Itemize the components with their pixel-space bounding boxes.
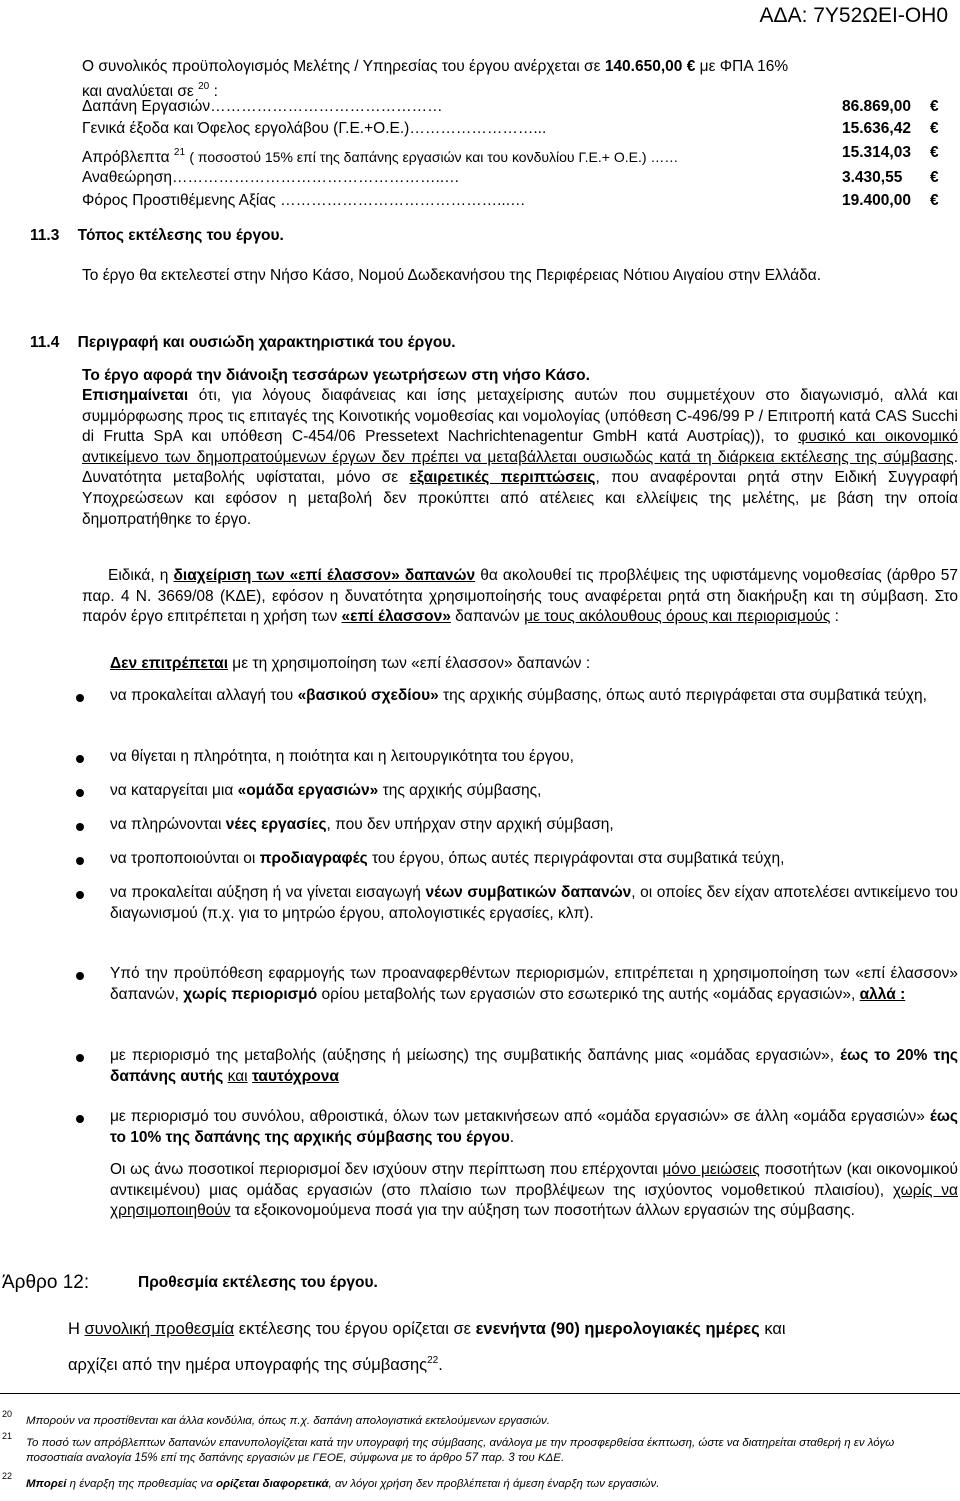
footnote-number: 20 (2, 1409, 13, 1419)
list-item: Υπό την προϋπόθεση εφαρμογής των προαναφερθέντων περιορισμών, επιτρέπεται η χρησιμοποίηση των «επί έλασσον» δαπανών, χωρίς περιορισμό ορίου μεταβολής των εργασιών στο εσωτερικό της αυτής «ομάδας εργασιών», αλλά : (110, 965, 958, 1003)
budget-row-overheads: Γενικά έξοδα και Όφελος εργολάβου (Γ.Ε.+Ο.Ε.)……………………... 15.636,42 € (82, 120, 939, 137)
footnote-separator (0, 1393, 960, 1394)
section-11-3-text: Το έργο θα εκτελεστεί στην Νήσο Κάσο, Νομού Δωδεκανήσου της Περιφέρειας Νότιου Αιγαίου στην Ελλάδα. (82, 267, 822, 284)
budget-total: 140.650,00 (604, 58, 683, 75)
bullet-icon (76, 891, 84, 899)
section-heading-11-3: 11.3 Τόπος εκτέλεσης του έργου. (30, 227, 284, 244)
budget-intro-line-2: και αναλύεται σε $^{20}$ : (82, 81, 218, 100)
budget-value: 3.430,55 (842, 169, 903, 186)
not-allowed-line: Δεν επιτρέπεται με τη χρησιμοποίηση των «επί έλασσον» δαπανών : (110, 655, 591, 672)
footnote-ref-22[interactable]: 22 (427, 1355, 439, 1366)
article-12-title: Προθεσμία εκτέλεσης του έργου. (138, 1274, 378, 1291)
footnote-ref-20[interactable]: 20 (198, 81, 210, 92)
article-12-deadline-line-2: αρχίζει από την ημέρα υπογραφής της σύμβασης$^{22}$. (68, 1355, 443, 1374)
ada-code: ΑΔΑ: 7Υ52ΩΕΙ-ΟΗ0 (759, 4, 948, 27)
bullet-icon (76, 694, 84, 702)
bullet-icon (76, 857, 84, 865)
budget-row-unforeseen: Απρόβλεπτα $^{21}$ ( ποσοστού 15% επί της δαπάνης εργασιών και του κονδυλίου Γ.Ε.+ Ο.Ε.) …… 15.314,03 € (82, 144, 939, 166)
article-12-label: Άρθρο 12: (2, 1272, 90, 1293)
list-item: με περιορισμό του συνόλου, αθροιστικά, όλων των μετακινήσεων από «ομάδα εργασιών» σε άλλη «ομάδα εργασιών» έως το 10% της δαπάνης της αρχικής σύμβασης του έργου. (110, 1108, 958, 1146)
budget-value: 19.400,00 (842, 192, 911, 209)
budget-value: 15.636,42 (842, 120, 911, 137)
list-item: να προκαλείται αύξηση ή να γίνεται εισαγωγή νέων συμβατικών δαπανών, οι οποίες δεν είχαν αποτελέσει αντικείμενο του διαγωνισμού (π.χ. για το μητρώο έργου, απολογιστικές εργασίες, κλπ). (110, 884, 958, 922)
euro-icon: € (930, 144, 939, 161)
footnote-number: 21 (2, 1431, 13, 1441)
budget-row-works: Δαπάνη Εργασιών……………………………………… 86.869,00 € (82, 98, 939, 115)
list-item: με περιορισμό της μεταβολής (αύξησης ή μείωσης) της συμβατικής δαπάνης μιας «ομάδας εργασιών», έως το 20% της δαπάνης αυτής και ταυτόχρονα (110, 1047, 958, 1085)
euro-icon: € (930, 192, 939, 209)
bullet-icon (76, 755, 84, 763)
footnote-22: Μπορεί η έναρξη της προθεσμίας να ορίζεται διαφορετικά, αν λόγοι χρήση δεν προβλέπεται ή άμεση έναρξη των εργασιών. (26, 1478, 660, 1490)
euro-icon: € (930, 169, 939, 186)
paragraph-less-costs: Ειδικά, η διαχείριση των «επί έλασσον» δαπανών θα ακολουθεί τις προβλέψεις της υφιστάμενης νομοθεσίας (άρθρο 57 παρ. 4 Ν. 3669/08 (ΚΔΕ), εφόσον η δυνατότητα χρησιμοποίησής τους αναφέρεται ρητά στη διακήρυξη και τη σύμβαση. Στο παρόν έργο επιτρέπεται η χρήση των «επί έλασσον» δαπανών με τους ακόλουθους όρους και περιορισμούς : (82, 567, 958, 626)
euro-icon: € (686, 58, 696, 75)
project-subject: Το έργο αφορά την διάνοιξη τεσσάρων γεωτρήσεων στη νήσο Κάσο. (82, 367, 590, 384)
bullet-icon (76, 789, 84, 797)
list-item: να πληρώνονται νέες εργασίες, που δεν υπήρχαν στην αρχική σύμβαση, (110, 816, 614, 833)
budget-row-vat: Φόρος Προστιθέμενης Αξίας ……………………………………...… 19.400,00 € (82, 192, 939, 209)
euro-icon: € (930, 120, 939, 137)
euro-icon: € (930, 98, 939, 115)
list-item: να τροποποιούνται οι προδιαγραφές του έργου, όπως αυτές περιγράφονται στα συμβατικά τεύχη, (110, 850, 785, 867)
bullet-icon (76, 1054, 84, 1062)
list-item: να θίγεται η πληρότητα, η ποιότητα και η λειτουργικότητα του έργου, (110, 748, 574, 765)
budget-intro-line: Ο συνολικός προϋπολογισμός Μελέτης / Υπηρεσίας του έργου ανέρχεται σε 140.650,00 € με ΦΠΑ 16% (82, 58, 789, 75)
bullet-icon (76, 972, 84, 980)
budget-value: 86.869,00 (842, 98, 911, 115)
bullet-icon (76, 823, 84, 831)
budget-row-revision: Αναθεώρηση……………………………………………..… 3.430,55 € (82, 169, 939, 186)
footnote-20: Μπορούν να προστίθενται και άλλα κονδύλια, όπως π.χ. δαπάνη απολογιστικά εκτελούμενων εργασιών. (26, 1415, 550, 1427)
paragraph-transparency: Επισημαίνεται ότι, για λόγους διαφάνειας και ίσης μεταχείρισης αυτών που συμμετέχουν στο διαγωνισμό, αλλά και συμμόρφωσης προς τις επιταγές της Κοινοτικής νομοθεσίας και νομολογίας (υπόθεση C-496/99 P / Επιτροπή κατά CAS Succhi di Frutta SpA και υπόθεση C-454/06 Pressetext Nachrichtenagentur GmbH κατά Αυστρίας)), το φυσικό και οικονομικό αντικείμενο των δημοπρατούμενων έργων δεν πρέπει να μεταβάλλεται ουσιωδώς κατά τη διάρκεια εκτέλεσης της σύμβασης. Δυνατότητα μεταβολής υφίσταται, μόνο σε εξαιρετικές περιπτώσεις, που αναφέρονται ρητά στην Ειδική Συγγραφή Υποχρεώσεων και εφόσον η μεταβολή δεν προκύπτει από ατέλειες και ελλείψεις της μελέτης, με βάση την οποία δημοπρατήθηκε το έργο. (82, 387, 958, 528)
paragraph-exceptions: Οι ως άνω ποσοτικοί περιορισμοί δεν ισχύουν στην περίπτωση που επέρχονται μόνο μειώσεις ποσοτήτων (και οικονομικού αντικειμένου) μιας ομάδας εργασιών (στο πλαίσιο των προβλέψεων της ισχύοντος νομοθετικού πλαισίου), χωρίς να χρησιμοποιηθούν τα εξοικονομούμενα ποσά για την αύξηση των ποσοτήτων άλλων εργασιών της σύμβασης. (110, 1161, 958, 1220)
budget-value: 15.314,03 (842, 144, 911, 161)
footnote-ref-21[interactable]: 21 (173, 147, 186, 158)
article-12-deadline-line-1: Η συνολική προθεσμία εκτέλεσης του έργου ορίζεται σε ενενήντα (90) ημερολογιακές ημέρες και (68, 1320, 786, 1338)
footnote-21: Το ποσό των απρόβλεπτων δαπανών επανυπολογίζεται κατά την υπογραφή της σύμβασης, ανάλογα με την προσφερθείσα έκπτωση, ώστε να διατηρείται σταθερή η εν λόγω ποσοστιαία αναλογία 15% επί της δαπάνης εργασιών με ΓΕΟΕ, σύμφωνα με το άρθρο 57 παρ. 3 του ΚΔΕ. (26, 1437, 895, 1464)
bullet-icon (76, 1115, 84, 1123)
footnote-number: 22 (2, 1471, 13, 1481)
section-heading-11-4: 11.4 Περιγραφή και ουσιώδη χαρακτηριστικά του έργου. (30, 334, 456, 351)
list-item: να καταργείται μια «ομάδα εργασιών» της αρχικής σύμβασης, (110, 782, 542, 799)
list-item: να προκαλείται αλλαγή του «βασικού σχεδίου» της αρχικής σύμβασης, όπως αυτό περιγράφεται στα συμβατικά τεύχη, (110, 687, 927, 704)
